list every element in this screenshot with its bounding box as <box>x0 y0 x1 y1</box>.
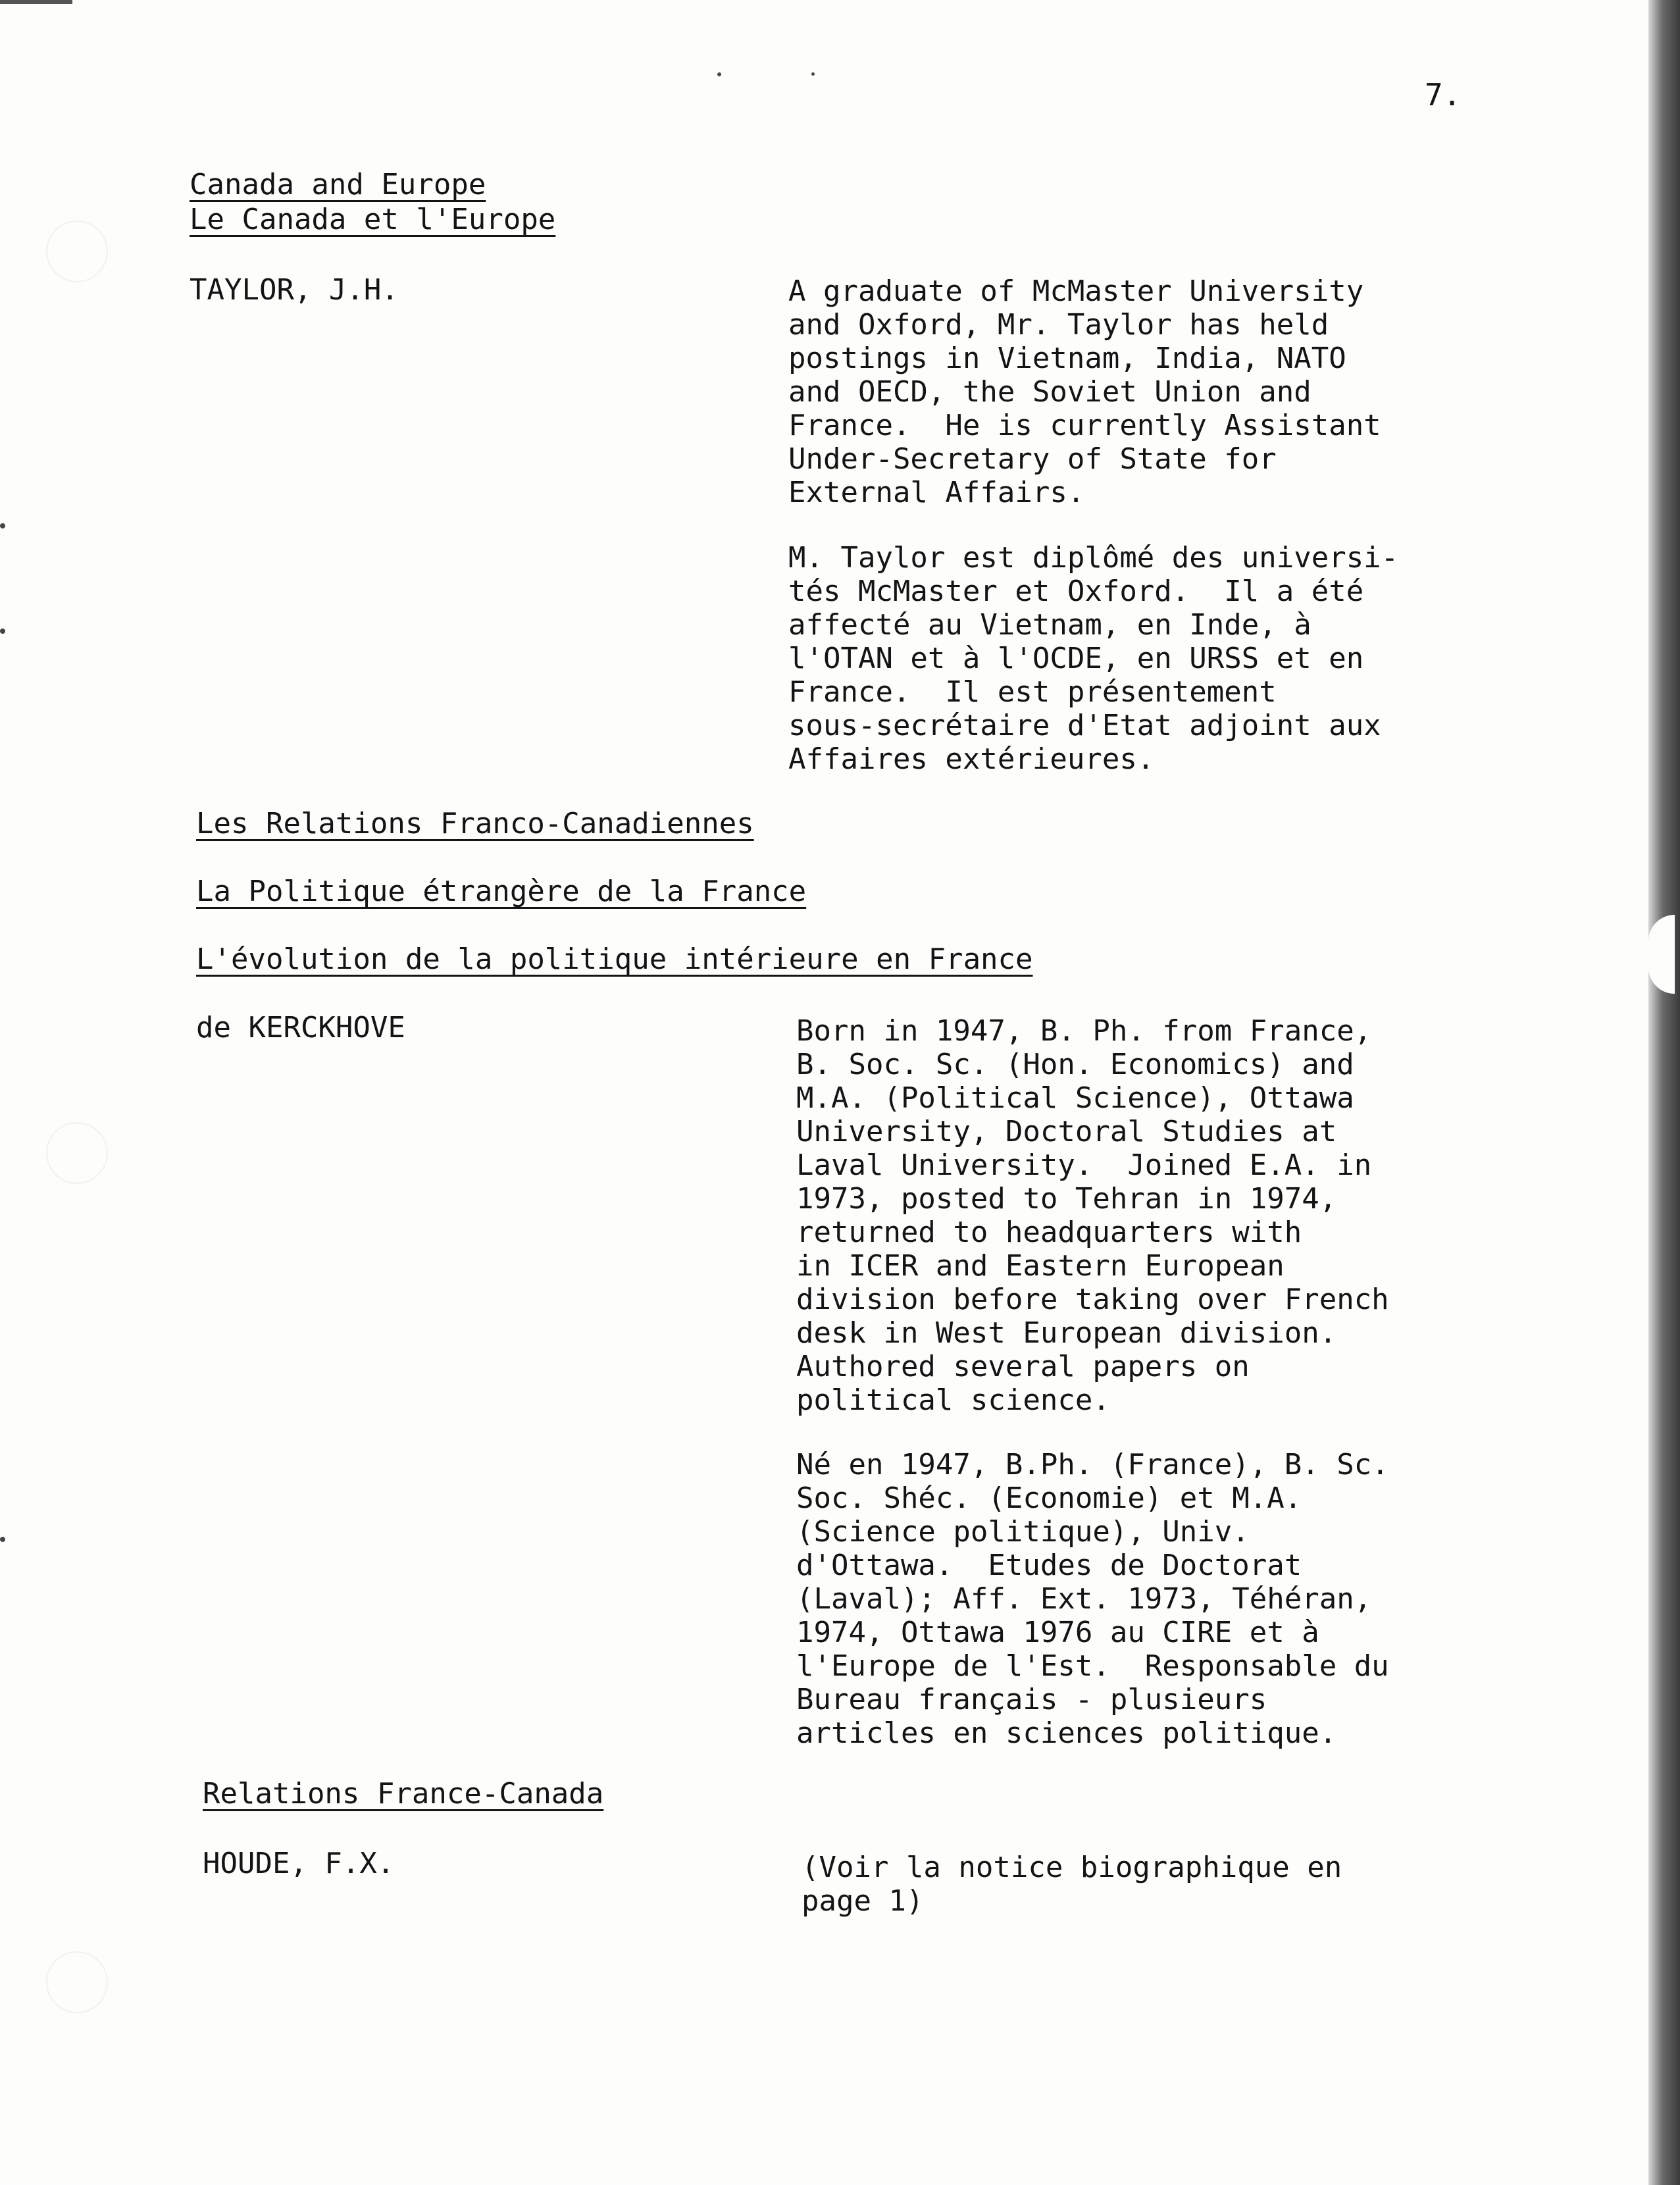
bio-taylor-french: M. Taylor est diplômé des universi- tés McMaster et Oxford. Il a été affecté au Vietnam, en Inde, à l'OTAN et à l'OCDE, en URSS et en France. Il est présentement sous-secrétaire d'Etat adjoint aux Affaires extérieures. <box>788 541 1399 776</box>
scan-artifact-dot <box>0 523 5 528</box>
section-heading-relations-franco-canadiennes: Les Relations Franco-Canadiennes <box>196 807 754 840</box>
section-heading-canada-europe-fr: Le Canada et l'Europe <box>190 203 556 236</box>
punch-hole-mark <box>46 220 108 282</box>
page-edge-notch <box>1648 915 1675 994</box>
page-number: 7. <box>1425 77 1462 113</box>
section-heading-relations-france-canada: Relations France-Canada <box>203 1777 604 1811</box>
person-name-kerckhove: de KERCKHOVE <box>196 1011 405 1044</box>
scan-artifact-dot <box>811 72 815 76</box>
scan-artifact-mark <box>0 0 72 4</box>
punch-hole-mark <box>46 1122 108 1184</box>
person-name-taylor: TAYLOR, J.H. <box>190 273 399 307</box>
bio-kerckhove-english: Born in 1947, B. Ph. from France, B. Soc. Sc. (Hon. Economics) and M.A. (Political Science), Ottawa University, Doctoral Studies at Laval University. Joined E.A. in 1973, posted to Tehran in 1974, returned to headquarters with in ICER and Eastern European division before taking over French desk in West European division. Authored several papers on political science. <box>796 1014 1389 1417</box>
section-heading-canada-europe: Canada and Europe <box>190 168 486 201</box>
bio-kerckhove-french: Né en 1947, B.Ph. (France), B. Sc. Soc. Shéc. (Economie) et M.A. (Science politique), Univ. d'Ottawa. Etudes de Doctorat (Laval); Aff. Ext. 1973, Téhéran, 1974, Ottawa 1976 au CIRE et à l'Europe de l'Est. Responsable du Bureau français - plusieurs articles en sciences politique. <box>796 1448 1389 1750</box>
scan-artifact-dot <box>0 1537 5 1542</box>
punch-hole-mark <box>46 1951 108 2013</box>
bio-taylor-english: A graduate of McMaster University and Oxford, Mr. Taylor has held postings in Vietnam, India, NATO and OECD, the Soviet Union and France. He is currently Assistant Under-Secretary of State for External Affairs. <box>788 274 1381 509</box>
page-edge-shadow <box>1648 0 1680 2185</box>
section-heading-politique-interieure: L'évolution de la politique intérieure en France <box>196 942 1033 976</box>
bio-houde-reference: (Voir la notice biographique en page 1) <box>802 1851 1342 1918</box>
person-name-houde: HOUDE, F.X. <box>203 1847 395 1880</box>
scan-artifact-dot <box>717 72 721 76</box>
scan-artifact-dot <box>0 629 5 634</box>
section-heading-politique-etrangere: La Politique étrangère de la France <box>196 875 807 908</box>
